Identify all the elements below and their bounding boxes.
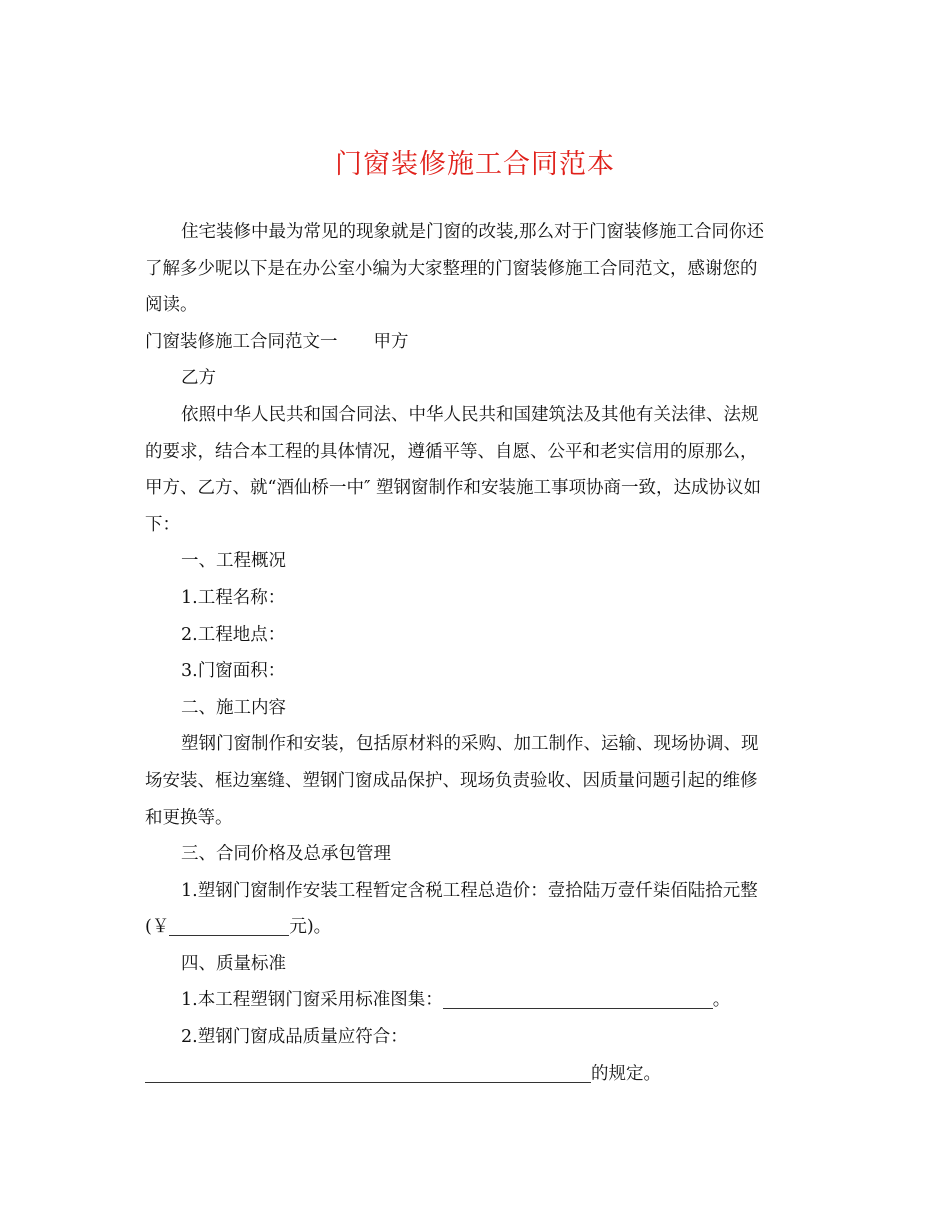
clause-heading: 四、质量标准 (181, 953, 286, 974)
document-body (145, 214, 810, 1092)
clause-item: 1.工程名称： (181, 587, 286, 608)
quality-fill-suffix: 的规定。 (591, 1063, 661, 1084)
intro-paragraph-line: 住宅装修中最为常见的现象就是门窗的改装,那么对于门窗装修施工合同你还 (181, 222, 765, 242)
clause-heading: 三、合同价格及总承包管理 (181, 844, 391, 865)
price-fill-line (145, 909, 810, 946)
price-blank (169, 915, 289, 936)
preamble-line: 依照中华人民共和国合同法、中华人民共和国建筑法及其他有关法律、法规 (181, 404, 759, 425)
quality-item-suffix: 。 (712, 990, 731, 1011)
party-a-label: 甲方 (373, 331, 409, 352)
clause-text-line: 和更换等。 (145, 807, 233, 828)
document-title: 门窗装修施工合同范本 (335, 149, 615, 180)
price-prefix: (￥ (145, 917, 170, 938)
preamble-line: 下： (145, 514, 180, 535)
preamble-line: 的要求，结合本工程的具体情况，遵循平等、自愿、公平和老实信用的原那么， (145, 441, 758, 462)
clause-heading: 一、工程概况 (181, 551, 286, 572)
party-b-label: 乙方 (181, 368, 216, 389)
intro-paragraph-line: 了解多少呢以下是在办公室小编为大家整理的门窗装修施工合同范文，感谢您的 (145, 258, 758, 279)
preamble-line: 甲方、乙方、就“酒仙桥一中″ 塑钢窗制作和安装施工事项协商一致，达成协议如 (145, 478, 762, 499)
section-heading-line (145, 324, 810, 361)
clause-text-line: 场安装、框边塞缝、塑钢门窗成品保护、现场负责验收、因质量问题引起的维修 (145, 770, 758, 791)
clause-item: 2.塑钢门窗成品质量应符合： (181, 1027, 408, 1048)
quality-blank (145, 1062, 591, 1083)
section-heading: 门窗装修施工合同范文一 (145, 331, 338, 352)
quality-item-line (145, 982, 810, 1019)
clause-item: 2.工程地点： (181, 624, 286, 645)
quality-fill-line (145, 1056, 810, 1093)
clause-item: 3.门窗面积： (181, 661, 286, 682)
standard-blank (443, 988, 713, 1009)
clause-heading: 二、施工内容 (181, 697, 286, 718)
intro-paragraph-line: 阅读。 (145, 295, 198, 316)
price-suffix: 元)。 (289, 917, 332, 938)
clause-text-line: 塑钢门窗制作和安装，包括原材料的采购、加工制作、运输、现场协调、现 (181, 734, 759, 755)
clause-item: 1.塑钢门窗制作安装工程暂定含税工程总造价：壹拾陆万壹仟柒佰陆拾元整 (181, 880, 758, 901)
quality-item-text: 1.本工程塑钢门窗采用标准图集： (181, 990, 443, 1011)
